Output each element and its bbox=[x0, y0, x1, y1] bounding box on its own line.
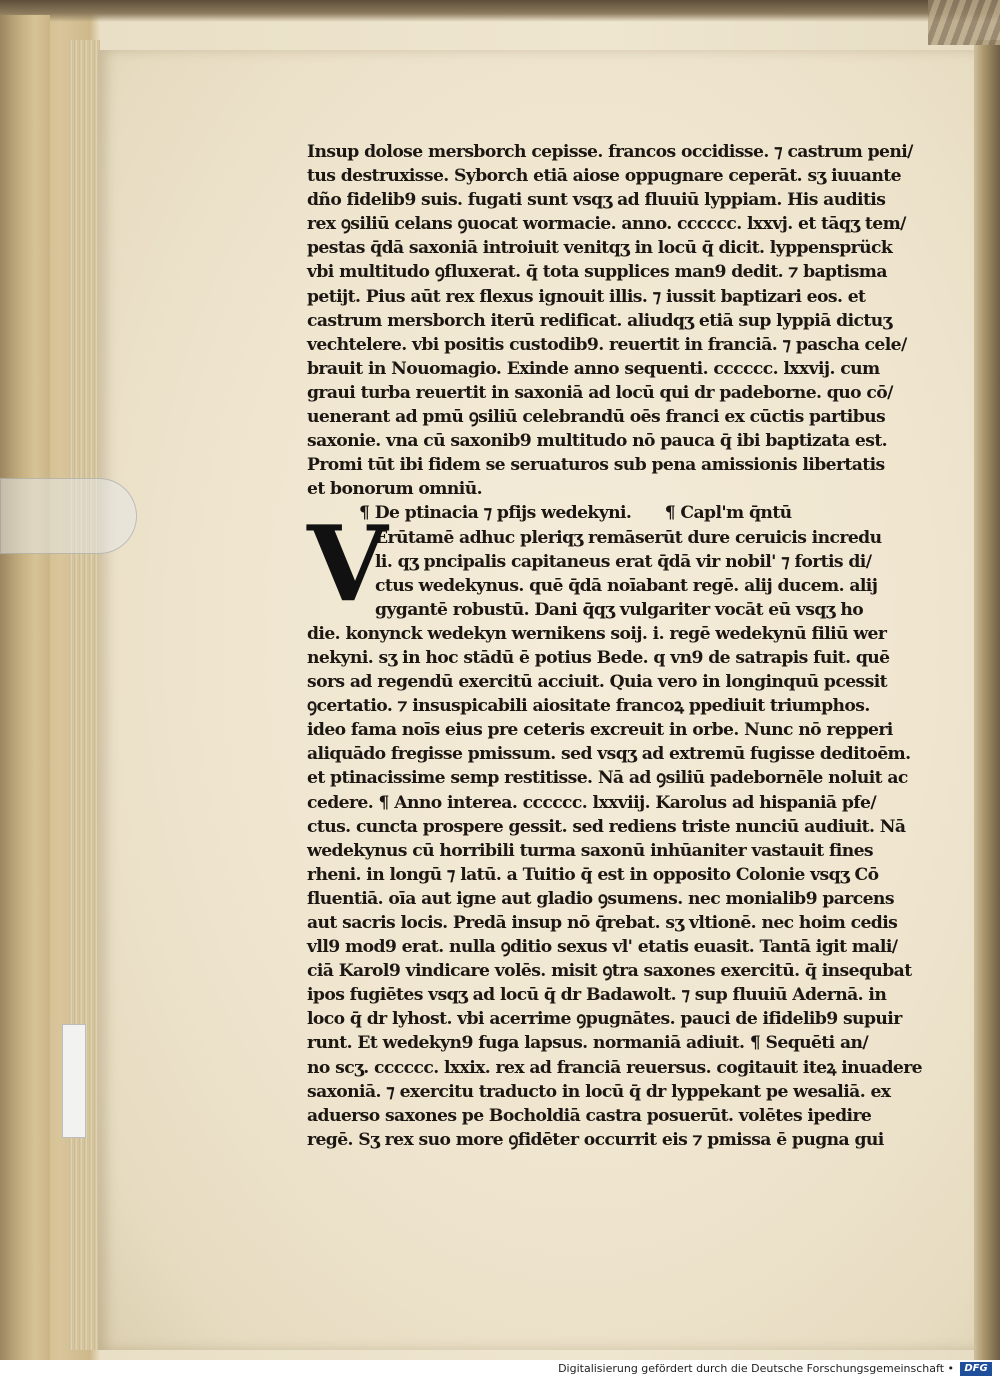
text-line: ideo fama noīs eius pre ceteris excreuit in orbe. Nunc nō repperi bbox=[307, 720, 893, 741]
text-line: uenerant ad pmū ꝯsiliū celebrandū oēs franci ex cūctis partibus bbox=[307, 407, 886, 428]
text-line: aduerso saxones pe Bocholdiā castra posuerūt. volētes ipedire bbox=[307, 1105, 872, 1126]
text-line: Promi tūt ibi fidem se seruaturos sub pena amissionis libertatis bbox=[307, 455, 885, 476]
text-line: tus destruxisse. Syborch etiā aiose oppugnare ceperāt. sʒ iuuante bbox=[307, 166, 901, 187]
footer-credit: Digitalisierung gefördert durch die Deutsche Forschungsgemeinschaft • bbox=[558, 1362, 954, 1375]
shelf-label bbox=[62, 1024, 86, 1138]
dfg-logo: DFG bbox=[960, 1362, 992, 1376]
text-line: fluentiā. oīa aut igne aut gladio ꝯsumens. nec monialib9 parcens bbox=[307, 888, 894, 909]
text-line: sors ad regendū exercitū acciuit. Quia vero in longinquū pcessit bbox=[307, 672, 887, 693]
text-line: vll9 mod9 erat. nulla ꝯditio sexus vl' etatis euasit. Tantā igit mali/ bbox=[307, 937, 898, 958]
text-line: ctus. cuncta prospere gessit. sed rediens triste nunciū audiuit. Nā bbox=[307, 816, 906, 837]
text-line: saxoniā. ⁊ exercitu traducto in locū q̄ dr lyppekant pe wesaliā. ex bbox=[307, 1081, 891, 1102]
text-line: wedekynus cū horribili turma saxonū inhūaniter vastauit fines bbox=[307, 840, 874, 861]
initial-letter: V bbox=[307, 502, 388, 625]
text-line: die. konynck wedekyn wernikens soij. i. regē wedekynū filiū wer bbox=[307, 623, 887, 644]
text-line: gygantē robustū. Dani q̄qʒ vulgariter vocāt eū vsqʒ ho bbox=[375, 599, 864, 620]
text-line: graui turba reuertit in saxoniā ad locū qui dr padeborne. quo cō/ bbox=[307, 382, 893, 403]
text-line: ipos fugiētes vsqʒ ad locū q̄ dr Badawolt. ⁊ sup fluuiū Adernā. in bbox=[307, 985, 887, 1006]
book-gutter bbox=[974, 40, 1000, 1360]
page-edges bbox=[68, 40, 100, 1350]
binding-stitch bbox=[928, 0, 1000, 45]
text-line: rheni. in longū ⁊ latū. a Tuitio q̄ est in opposito Colonie vsqʒ Cō bbox=[307, 864, 879, 885]
chapter-heading bbox=[307, 501, 885, 525]
text-line: et bonorum omniū. bbox=[307, 479, 482, 500]
text-line: aliquādo fregisse pmissum. sed vsqʒ ad extremū fugisse deditoēm. bbox=[307, 744, 911, 765]
text-line: vechtelere. vbi positis custodib9. reuertit in franciā. ⁊ pascha cele/ bbox=[307, 334, 907, 355]
text-line: pestas q̄dā saxoniā introiuit venitqʒ in locū q̄ dicit. lyppensprück bbox=[307, 238, 893, 259]
text-line: Erūtamē adhuc pleriqʒ remāserūt dure ceruicis incredu bbox=[375, 527, 882, 548]
text-block bbox=[307, 140, 923, 1152]
text-line: runt. Et wedekyn9 fuga lapsus. normaniā adiuit. ¶ Sequēti an/ bbox=[307, 1033, 869, 1054]
text-line: regē. Sʒ rex suo more ꝯfidēter occurrit eis ⁊ pmissa ē pugna gui bbox=[307, 1129, 884, 1150]
text-line: no scʒ. cccccc. lxxix. rex ad franciā reuersus. cogitauit iteꝝ inuadere bbox=[307, 1057, 923, 1078]
page-marker-tab bbox=[0, 478, 137, 554]
text-line: petijt. Pius aūt rex flexus ignouit illis. ⁊ iussit baptizari eos. et bbox=[307, 286, 866, 307]
heading-chapter-number: ¶ Capl'm q̄ntū bbox=[664, 503, 792, 524]
cover-board-left bbox=[0, 15, 50, 1360]
text-line: saxonie. vna cū saxonib9 multitudo nō pauca q̄ ibi baptizata est. bbox=[307, 431, 888, 452]
text-line: dño fidelib9 suis. fugati sunt vsqʒ ad fluuiū lyppiam. His auditis bbox=[307, 190, 886, 211]
book-page bbox=[98, 50, 974, 1350]
text-line: ctus wedekynus. quē q̄dā noīabant regē. alij ducem. alij bbox=[375, 575, 878, 596]
paragraph-top bbox=[307, 140, 913, 501]
text-line: cedere. ¶ Anno interea. cccccc. lxxviij. Karolus ad hispaniā pfe/ bbox=[307, 792, 877, 813]
text-line: loco q̄ dr lyhost. vbi acerrime ꝯpugnātes. pauci de ifidelib9 supuir bbox=[307, 1009, 902, 1030]
text-line: ꝯcertatio. ⁊ insuspicabili aiositate francoꝝ ppediuit triumphos. bbox=[307, 696, 870, 717]
paragraph-body bbox=[307, 622, 923, 1152]
text-line: et ptinacissime semp restitisse. Nā ad ꝯsiliū padebornēle noluit ac bbox=[307, 768, 908, 789]
paragraph-initial bbox=[307, 526, 885, 622]
text-line: brauit in Nouomagio. Exinde anno sequenti. cccccc. lxxvij. cum bbox=[307, 358, 880, 379]
heading-title: ¶ De ptinacia ⁊ pfijs wedekyni. bbox=[359, 503, 632, 524]
text-line: li. qʒ pncipalis capitaneus erat q̄dā vir nobil' ⁊ fortis di/ bbox=[375, 551, 872, 572]
top-binding-shadow bbox=[0, 0, 1000, 22]
text-line: rex ꝯsiliū celans ꝯuocat wormacie. anno. cccccc. lxxvj. et tāqʒ tem/ bbox=[307, 214, 906, 235]
text-line: vbi multitudo ꝯfluxerat. q̄ tota supplices man9 dedit. ⁊ baptisma bbox=[307, 262, 887, 283]
text-line: Insup dolose mersborch cepisse. francos occidisse. ⁊ castrum peni/ bbox=[307, 142, 913, 162]
text-line: nekyni. sʒ in hoc stādū ē potius Bede. q vn9 de satrapis fuit. quē bbox=[307, 647, 890, 668]
text-line: aut sacris locis. Predā insup nō q̄rebat. sʒ vltionē. nec hoim cedis bbox=[307, 913, 898, 933]
footer-bar bbox=[0, 1360, 1000, 1380]
text-line: castrum mersborch iterū redificat. aliudqʒ etiā sup lyppiā dictuʒ bbox=[307, 310, 892, 331]
text-line: ciā Karol9 vindicare volēs. misit ꝯtra saxones exercitū. q̄ insequbat bbox=[307, 961, 912, 982]
